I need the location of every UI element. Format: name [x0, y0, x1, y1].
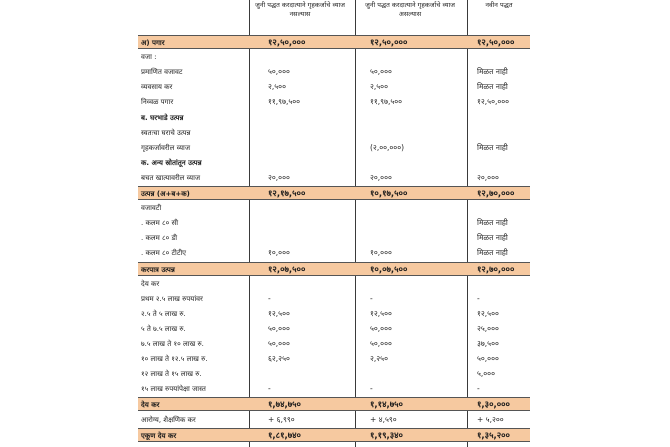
value-old-regime-no-loan: १२,०७,५०० [268, 264, 306, 275]
table-row [138, 141, 530, 155]
table-row [138, 201, 530, 215]
table-total-row [138, 397, 530, 411]
value-old-regime-with-loan: ५०,००० [370, 67, 392, 77]
value-old-regime-with-loan: ५०,००० [370, 323, 392, 333]
row-label: वजावटी [141, 204, 162, 213]
value-old-regime-no-loan: १२,१७,५०० [268, 189, 306, 199]
row-label: ७.५ लाख ते १० लाख रु. [141, 340, 204, 348]
table-row [138, 95, 530, 109]
value-old-regime-with-loan: १२,५०,००० [370, 38, 408, 48]
value-new-regime: मिळत नाही [477, 248, 508, 258]
value-new-regime: ५०,००० [477, 354, 499, 364]
value-old-regime-no-loan: १,७४,७५० [268, 400, 301, 411]
row-label: प्रमाणित वजावट [141, 68, 183, 77]
value-old-regime-with-loan: २,५०० [370, 82, 388, 92]
value-new-regime: २०,००० [477, 172, 499, 182]
value-old-regime-no-loan: २,५०० [268, 82, 286, 92]
row-label: क. अन्य स्रोतांतून उत्पन्न [141, 158, 202, 167]
row-label: निव्वळ पगार [141, 98, 174, 107]
value-old-regime-no-loan: २०,००० [268, 172, 290, 182]
value-old-regime-no-loan: १,८१,७४० [268, 430, 301, 441]
value-old-regime-with-loan: १,१४,७५० [370, 400, 403, 411]
row-label: ब. घरभाडे उत्पन्न [141, 113, 184, 122]
value-new-regime: - [477, 384, 480, 394]
header-old-regime-with-loan: जुनी पद्धत करदात्याने गृहकर्जाचे व्याज असल्यास [365, 1, 455, 18]
value-old-regime-with-loan: १०,०७,५०० [370, 264, 408, 275]
value-new-regime: १,३५,२०० [477, 430, 510, 441]
value-new-regime: ३७,५०० [477, 339, 499, 348]
value-new-regime: १२,५०,००० [477, 97, 510, 107]
table-row [138, 367, 530, 381]
row-label: अ) पगार [141, 39, 165, 47]
table-row [138, 292, 530, 306]
row-label: वजा : [141, 53, 157, 62]
value-old-regime-no-loan: - [268, 384, 271, 394]
value-old-regime-with-loan: १०,००० [370, 248, 392, 258]
value-old-regime-with-loan: ११,९७,५०० [370, 97, 403, 107]
value-new-regime: - [477, 293, 480, 303]
value-new-regime: मिळत नाही [477, 233, 508, 243]
value-new-regime: १२,७०,००० [477, 189, 515, 199]
table-row [138, 307, 530, 321]
value-new-regime: १,३०,००० [477, 400, 510, 411]
table-row [138, 277, 530, 291]
value-new-regime: मिळत नाही [477, 67, 508, 77]
value-old-regime-no-loan: ५०,००० [268, 323, 290, 333]
row-label: एकूण देय कर [141, 431, 177, 440]
table-total-row [138, 186, 530, 200]
row-label: गृहकर्जावरील व्याज [141, 143, 191, 152]
value-old-regime-with-loan: - [370, 293, 373, 303]
table-total-row [138, 262, 530, 276]
header-old-regime-no-loan: जुनी पद्धत करदात्याने गृहकर्जाचे व्याज नसल्यास [255, 1, 345, 18]
row-label: १५ लाख रुपयांपेक्षा जास्त [141, 385, 206, 394]
value-old-regime-no-loan: १२,५०,००० [268, 38, 306, 48]
table-row [138, 50, 530, 64]
table-row [138, 216, 530, 230]
table-row [138, 337, 530, 351]
value-old-regime-with-loan: २०,००० [370, 172, 392, 182]
row-label: देय कर [141, 279, 160, 288]
table-row [138, 80, 530, 94]
row-label: उत्पन्न (अ+ब+क) [141, 190, 190, 198]
row-label: करपात्र उत्पन्न [141, 265, 175, 274]
table-row [138, 382, 530, 396]
value-new-regime: + ५,२०० [477, 414, 504, 424]
row-label: व्यवसाय कर [141, 83, 173, 92]
row-label: बचत खात्यावरील व्याज [141, 173, 201, 182]
value-old-regime-no-loan: ११,९७,५०० [268, 97, 301, 107]
table-row [138, 231, 530, 245]
table-row [138, 246, 530, 260]
value-old-regime-with-loan: (२,००,०००) [370, 142, 405, 152]
row-label: स्वतःचा घराचे उत्पन्न [141, 128, 191, 137]
table-row [138, 65, 530, 79]
value-old-regime-with-loan: २,२५० [370, 354, 388, 364]
table-row [138, 171, 530, 185]
row-label: . कलम ८० सी [141, 219, 179, 228]
row-label: आरोग्य, शैक्षणिक कर [141, 415, 196, 424]
value-new-regime: १२,५०,००० [477, 38, 515, 48]
value-old-regime-no-loan: - [268, 293, 271, 303]
table-row [138, 156, 530, 170]
row-label: २.५ ते ५ लाख रु. [141, 309, 186, 318]
table-total-row [138, 35, 530, 49]
value-new-regime: १२,७०,००० [477, 264, 515, 275]
value-old-regime-no-loan: १०,००० [268, 248, 290, 258]
value-new-regime: २५,००० [477, 323, 499, 333]
value-new-regime: मिळत नाही [477, 142, 508, 152]
value-new-regime: ५,००० [477, 369, 495, 379]
value-new-regime: १२,५०० [477, 308, 499, 318]
table-row [138, 126, 530, 140]
row-label: १० लाख ते १२.५ लाख रु. [141, 355, 208, 364]
value-new-regime: मिळत नाही [477, 82, 508, 92]
value-new-regime: मिळत नाही [477, 218, 508, 228]
value-old-regime-no-loan: ५०,००० [268, 339, 290, 348]
value-old-regime-no-loan: १२,५०० [268, 308, 290, 318]
table-row [138, 322, 530, 336]
table-total-row [138, 428, 530, 442]
value-old-regime-with-loan: + ४,५९० [370, 414, 397, 424]
value-old-regime-with-loan: १२,५०० [370, 308, 392, 318]
row-label: प्रथम २.५ लाख रुपयांवर [141, 294, 203, 303]
value-old-regime-with-loan: ५०,००० [370, 339, 392, 348]
value-old-regime-with-loan: - [370, 384, 373, 394]
value-old-regime-no-loan: + ६,९९० [268, 414, 295, 424]
value-old-regime-no-loan: ६२,२५० [268, 354, 290, 364]
value-old-regime-with-loan: १०,१७,५०० [370, 189, 408, 199]
row-label: ५ ते ७.५ लाख रु. [141, 324, 186, 333]
table-row [138, 413, 530, 427]
row-label: देय कर [141, 401, 160, 410]
value-old-regime-with-loan: १,१९,३४० [370, 430, 403, 441]
table-row [138, 352, 530, 366]
row-label: . कलम ८० डी [141, 234, 178, 243]
value-old-regime-no-loan: ५०,००० [268, 67, 290, 77]
row-label: १२ लाख ते १५ लाख रु. [141, 370, 202, 379]
table-row [138, 111, 530, 125]
header-new-regime: नवीन पद्धत [485, 1, 513, 9]
tax-comparison-table [138, 0, 530, 447]
row-label: . कलम ८० टीटीए [141, 249, 187, 258]
